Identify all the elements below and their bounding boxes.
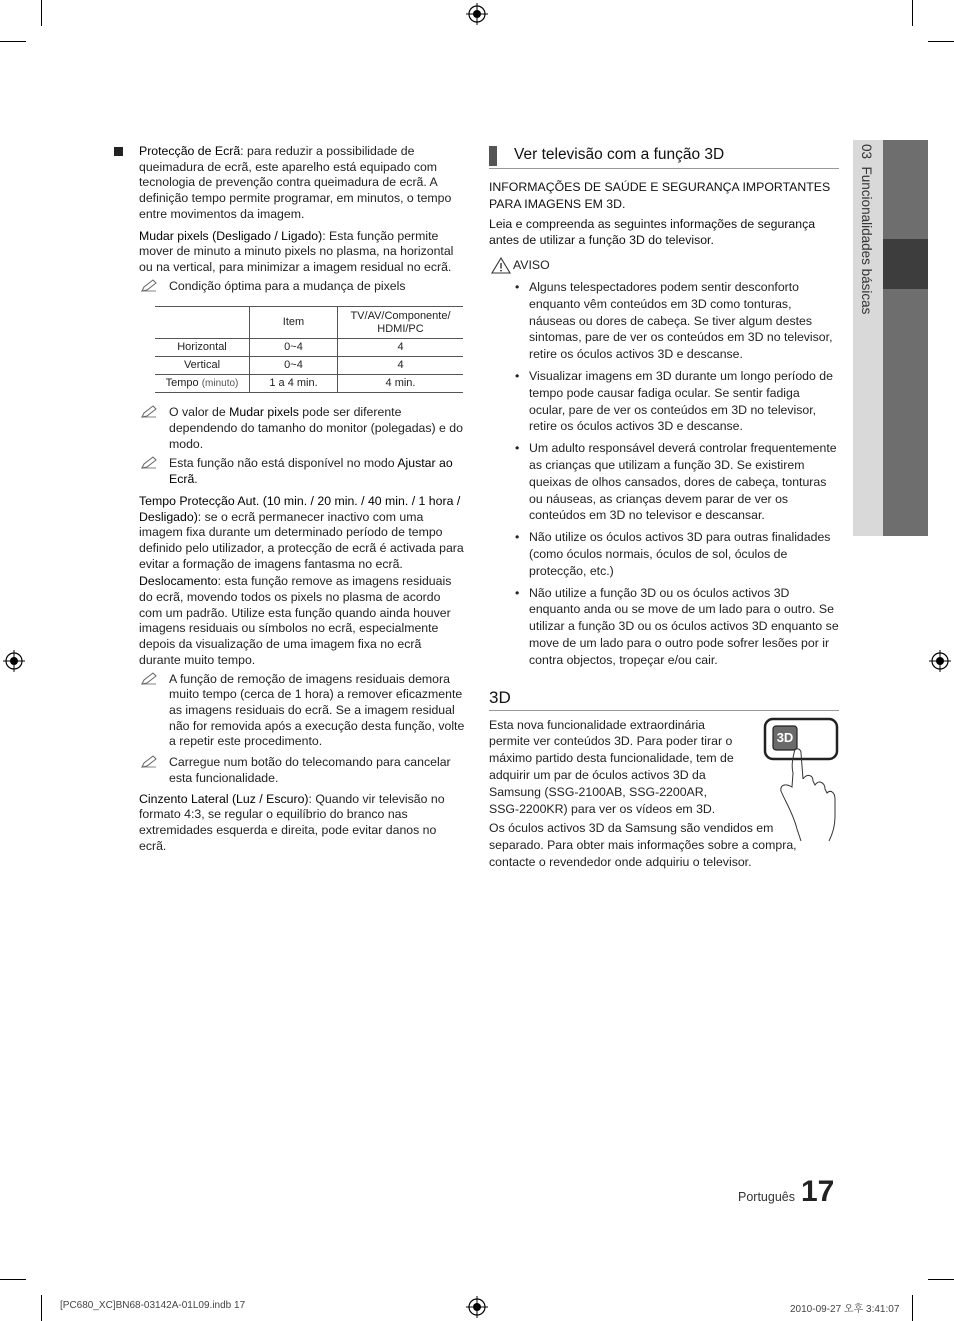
crop-mark	[41, 0, 42, 26]
footer-language: Português	[738, 1190, 795, 1204]
list-item: • Alguns telespectadores podem sentir desconforto enquanto vêm conteúdos em 3D como tonturas, náuseas ou dores de cabeça. Se tiver algum destes sintomas, pare de ver os conteúdos em 3D no televisor, retire os óculos activos 3D e descanse.	[489, 279, 839, 363]
remote-button-illustration	[749, 717, 839, 842]
heading-bar	[489, 146, 497, 166]
crop-mark	[912, 0, 913, 26]
pencil-note-icon	[140, 405, 158, 419]
pencil-note-icon	[140, 755, 158, 769]
description: : esta função remove as imagens residuais do ecrã, movendo todos os pixels no plasma de acordo com um padrão. Utilize esta função quando ainda houver imagens residuais ou símbolos no ecrã, especialmente depois da visualização de uma imagem fixa no ecrã durante muito tempo.	[139, 574, 452, 667]
description: : para reduzir a possibilidade de queimadura de ecrã, este aparelho está equipado com tecnologia de prevenção contra queimadura de ecrã. A definição tempo permite programar, em minutos, o tempo entre movimentos da imagem.	[139, 144, 452, 221]
table-cell	[155, 375, 250, 393]
term: Protecção de Ecrã	[139, 144, 241, 158]
note	[114, 672, 466, 751]
crop-mark	[928, 1279, 954, 1280]
health-subtitle: Leia e compreenda as seguintes informações de segurança antes de utilizar a função 3D do televisor.	[489, 216, 816, 248]
pencil-note-icon	[140, 456, 158, 470]
term: Mudar pixels (Desligado / Ligado)	[139, 228, 323, 243]
note	[114, 755, 466, 786]
chapter-tab-marker	[883, 239, 928, 289]
screen-protection-paragraph	[114, 144, 466, 223]
table-row	[155, 357, 463, 375]
table-cell: 4 min.	[338, 375, 464, 393]
row-label-unit: (minuto)	[201, 378, 239, 390]
table-header-cell: Item	[250, 307, 338, 339]
table-header-cell	[155, 307, 250, 339]
pencil-note-icon	[140, 279, 158, 293]
term: Ajustar ao Ecrã	[169, 456, 453, 487]
left-column	[114, 144, 466, 854]
table-cell: 0~4	[250, 339, 338, 357]
page-number: 17	[801, 1175, 835, 1208]
section-3d-paragraph: Os óculos activos 3D da Samsung são vendidos em separado. Para obter mais informações sobre a compra, contacte o revendedor onde adquiriu o televisor.	[489, 821, 797, 869]
note-text: .	[194, 472, 198, 487]
registration-mark-icon	[466, 3, 488, 25]
chapter-tab-dark	[883, 140, 928, 536]
warning-triangle-icon	[491, 257, 511, 274]
list-item: • Não utilize a função 3D ou os óculos activos 3D enquanto anda ou se move de um lado para o outro. Se utilizar a função 3D ou os óculos activos 3D enquanto se move de um lado para o outro pode sofrer lesões por ir contra objectos, tropeçar e/ou cair.	[489, 585, 839, 669]
section-3d-body	[489, 717, 839, 871]
row-label: Tempo	[165, 377, 199, 390]
chapter-title: Funcionalidades básicas	[859, 166, 874, 315]
table-row	[155, 375, 463, 393]
table-cell: Horizontal	[155, 339, 250, 357]
description: : se o ecrã permanecer inactivo com uma imagem fixa durante um determinado período de tempo definido pelo utilizador, a protecção de ecrã é activada para evitar a formação de imagens fantasma no ecrã.	[139, 509, 464, 571]
warning-text: AVISO	[513, 258, 550, 273]
right-column	[489, 144, 839, 871]
crop-mark	[0, 41, 26, 42]
warning-label	[489, 257, 839, 274]
pencil-note-icon	[140, 672, 158, 686]
registration-mark-icon	[466, 1296, 488, 1318]
side-gray-paragraph	[114, 792, 466, 855]
crop-mark	[41, 1295, 42, 1321]
table-cell: 1 a 4 min.	[250, 375, 338, 393]
health-title: INFORMAÇÕES DE SAÚDE E SEGURANÇA IMPORTANTES PARA IMAGENS EM 3D.	[489, 180, 831, 211]
term: Deslocamento	[139, 574, 218, 589]
heading-text: Ver televisão com a função 3D	[514, 146, 725, 163]
heading-rule	[489, 168, 839, 169]
note-text: pode ser diferente dependendo do tamanho do monitor (polegadas) e do modo.	[169, 405, 463, 451]
print-file-info: [PC680_XC]BN68-03142A-01L09.indb 17	[60, 1300, 246, 1311]
description: : Quando vir televisão no formato 4:3, se regular o equilíbrio do branco nas extremidades esquerda e direita, pode evitar danos no ecrã.	[139, 791, 445, 853]
crop-mark	[928, 41, 954, 42]
note	[114, 279, 466, 295]
section-3d-title: 3D	[489, 687, 511, 707]
note-text: Esta função não está disponível no modo	[169, 456, 398, 471]
list-item: • Não utilize os óculos activos 3D para outras finalidades (como óculos normais, óculos de sol, óculos de protecção, etc.)	[489, 529, 839, 579]
note-text: A função de remoção de imagens residuais demora muito tempo (cerca de 1 hora) a remover eficazmente as imagens residuais do ecrã. Se a imagem residual não for removida após a execução desta função, volte a repetir este procedimento.	[169, 671, 465, 749]
chapter-label	[859, 144, 874, 314]
note	[114, 405, 466, 452]
table-cell: 4	[338, 339, 464, 357]
table-cell: 4	[338, 357, 464, 375]
square-bullet-icon	[114, 147, 123, 156]
registration-mark-icon	[3, 650, 25, 672]
term: Mudar pixels	[229, 405, 299, 420]
registration-mark-icon	[929, 650, 951, 672]
table-row	[155, 339, 463, 357]
table-cell: 0~4	[250, 357, 338, 375]
scrolling-paragraph	[114, 574, 466, 668]
note-text: Carregue num botão do telecomando para cancelar esta funcionalidade.	[169, 755, 451, 785]
auto-protection-paragraph	[114, 494, 466, 573]
list-item: • Visualizar imagens em 3D durante um longo período de tempo pode causar fadiga ocular. Se sentir fadiga ocular, pare de ver os conteúdos em 3D no televisor, retire os óculos activos 3D e descanse.	[489, 368, 839, 435]
note	[114, 456, 466, 487]
description: : Esta função permite mover de minuto a minuto pixels no plasma, na horizontal ou na vertical, para minimizar a imagem residual no ecrã.	[139, 228, 454, 274]
section-3d-rule	[489, 710, 839, 711]
list-item: • Um adulto responsável deverá controlar frequentemente as crianças que utilizam a função 3D. Se existirem queixas de olhos cansados, dores de cabeça, tonturas ou náuseas, as crianças devem parar de ver os conteúdos em 3D no televisor e descansar.	[489, 440, 839, 524]
section-heading	[489, 144, 839, 166]
table-cell: Vertical	[155, 357, 250, 375]
table-header-row	[155, 307, 463, 339]
pixel-shift-paragraph	[114, 229, 466, 276]
term: Tempo Protecção Aut. (10 min. / 20 min. / 40 min. / 1 hora / Desligado)	[139, 493, 461, 524]
crop-mark	[0, 1279, 26, 1280]
table-header-cell: TV/AV/Componente/ HDMI/PC	[338, 307, 464, 339]
note-text: Condição óptima para a mudança de pixels	[169, 278, 406, 293]
section-3d-paragraph: Esta nova funcionalidade extraordinária permite ver conteúdos 3D. Para poder tirar o máximo partido desta funcionalidade, tem de adquirir um par de óculos activos 3D da Samsung (SSG-2100AB, SSG-2200AR, SSG-2200KR) para ver os vídeos em 3D.	[489, 717, 734, 816]
term: Cinzento Lateral (Luz / Escuro)	[139, 791, 309, 806]
crop-mark	[912, 1295, 913, 1321]
note-text: O valor de	[169, 405, 230, 420]
pixel-shift-table	[155, 306, 463, 393]
chapter-number: 03	[859, 144, 874, 160]
print-timestamp: 2010-09-27 오후 3:41:07	[790, 1304, 900, 1315]
button-3d-label: 3D	[776, 729, 794, 745]
